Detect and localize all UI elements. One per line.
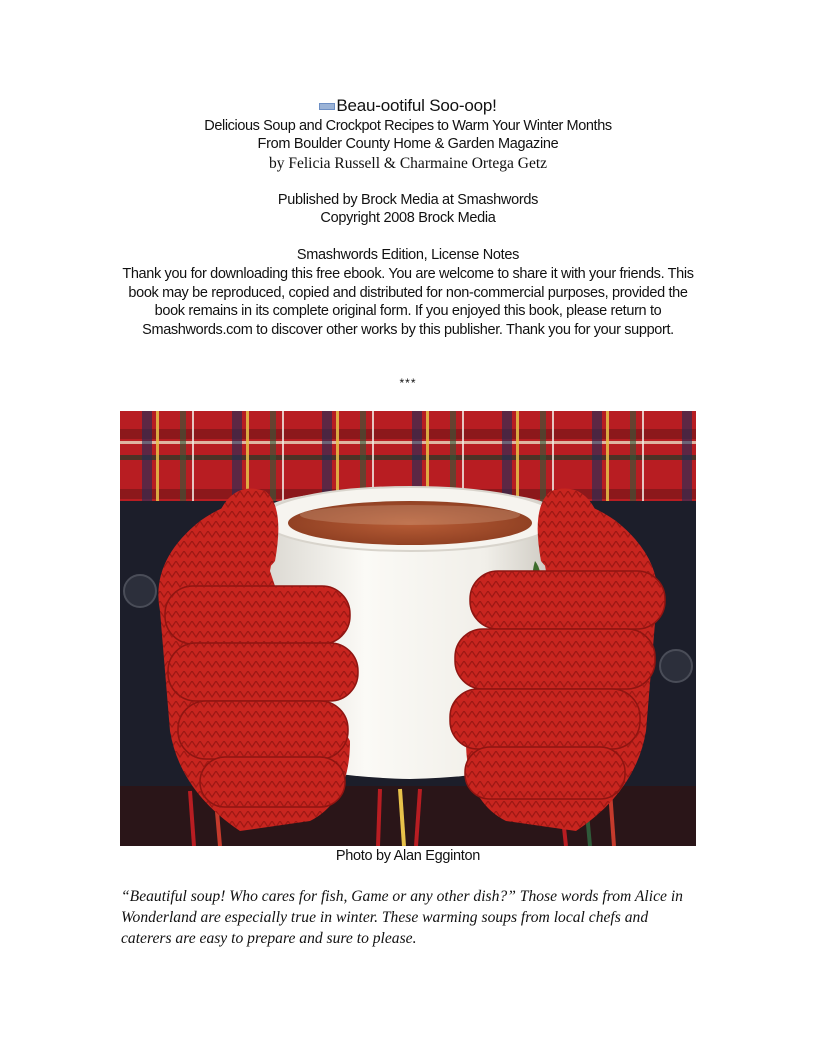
book-title <box>0 96 816 116</box>
soup-photo <box>120 411 696 846</box>
license-notes: Thank you for downloading this free ebook. You are welcome to share it with your friends. This book may be reproduced, copied and distributed for non-commercial purposes, provided the book remains in its complete original form. If you enjoyed this book, please return to Smashwords.com to discover other works by this publisher. Thank you for your support. <box>122 266 694 338</box>
publisher-line: Published by Brock Media at Smashwords <box>277 192 539 208</box>
photo-caption: Photo by Alan Egginton <box>335 848 481 864</box>
authors-line: by Felicia Russell & Charmaine Ortega Getz <box>268 155 548 172</box>
copyright-line: Copyright 2008 Brock Media <box>320 210 496 226</box>
bookmark-anchor-icon <box>319 103 335 110</box>
book-subtitle: Delicious Soup and Crockpot Recipes to Warm Your Winter Months <box>204 118 612 134</box>
license-heading: Smashwords Edition, License Notes <box>296 247 520 263</box>
book-title-text: Beau-ootiful Soo-oop! <box>336 96 497 115</box>
section-separator: *** <box>399 376 417 390</box>
intro-paragraph: “Beautiful soup! Who cares for fish, Game or any other dish?” Those words from Alice in Wonderland are especially true in winter. These warming soups from local chefs and caterers are easy to prepare and sure to please. <box>121 888 683 947</box>
soup-photo-illustration <box>120 411 696 846</box>
magazine-source: From Boulder County Home & Garden Magazine <box>257 136 559 152</box>
